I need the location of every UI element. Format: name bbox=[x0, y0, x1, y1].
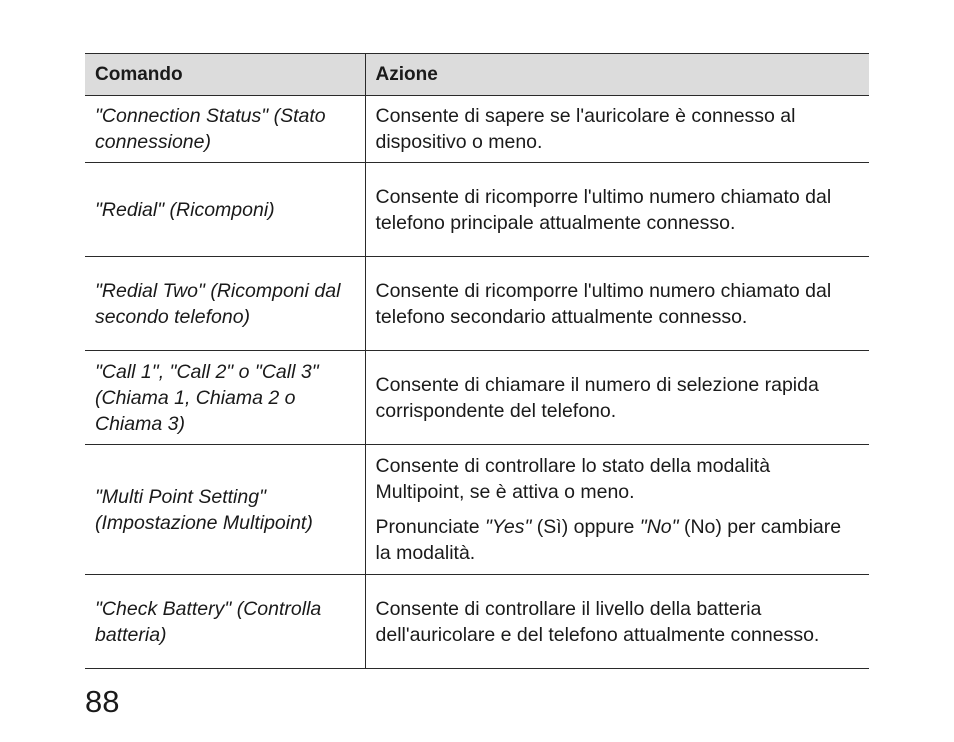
action-note-suffix: (No) per cambiare la modalità. bbox=[375, 516, 842, 564]
table-row bbox=[85, 351, 869, 445]
table-row bbox=[85, 257, 869, 351]
table-header-row bbox=[85, 54, 869, 96]
table-row bbox=[85, 96, 869, 163]
action-cell bbox=[365, 445, 869, 575]
action-note-prefix: Pronunciate bbox=[375, 516, 485, 538]
action-note-no: "No" bbox=[639, 516, 679, 538]
action-note-yes: "Yes" bbox=[485, 516, 532, 538]
action-cell: Consente di chiamare il numero di selezione rapida corrispondente del telefono. bbox=[375, 373, 819, 422]
action-note-mid: (Sì) oppure bbox=[531, 516, 640, 538]
table-row bbox=[85, 575, 869, 669]
column-header-action: Azione bbox=[375, 63, 438, 85]
command-cell: "Connection Status" (Stato connessione) bbox=[85, 96, 365, 163]
action-note bbox=[376, 514, 860, 566]
command-cell: "Redial Two" (Ricomponi dal secondo telefono) bbox=[85, 257, 365, 351]
action-cell: Consente di ricomporre l'ultimo numero chiamato dal telefono secondario attualmente connesso. bbox=[375, 279, 832, 328]
page-number: 88 bbox=[85, 684, 120, 719]
command-cell: "Redial" (Ricomponi) bbox=[85, 163, 365, 257]
action-cell: Consente di controllare il livello della batteria dell'auricolare e del telefono attualmente connesso. bbox=[375, 597, 820, 646]
action-text: Consente di controllare lo stato della modalità Multipoint, se è attiva o meno. bbox=[375, 455, 771, 503]
table-row bbox=[85, 445, 869, 575]
voice-command-table bbox=[85, 53, 869, 669]
action-cell: Consente di ricomporre l'ultimo numero chiamato dal telefono principale attualmente connesso. bbox=[375, 185, 832, 234]
command-cell: "Call 1", "Call 2" o "Call 3" (Chiama 1, Chiama 2 o Chiama 3) bbox=[85, 351, 365, 445]
column-header-command: Comando bbox=[85, 54, 365, 96]
table-row bbox=[85, 163, 869, 257]
command-cell: "Check Battery" (Controlla batteria) bbox=[85, 575, 365, 669]
command-cell: "Multi Point Setting" (Impostazione Multipoint) bbox=[85, 445, 365, 575]
action-cell: Consente di sapere se l'auricolare è connesso al dispositivo o meno. bbox=[375, 105, 796, 153]
